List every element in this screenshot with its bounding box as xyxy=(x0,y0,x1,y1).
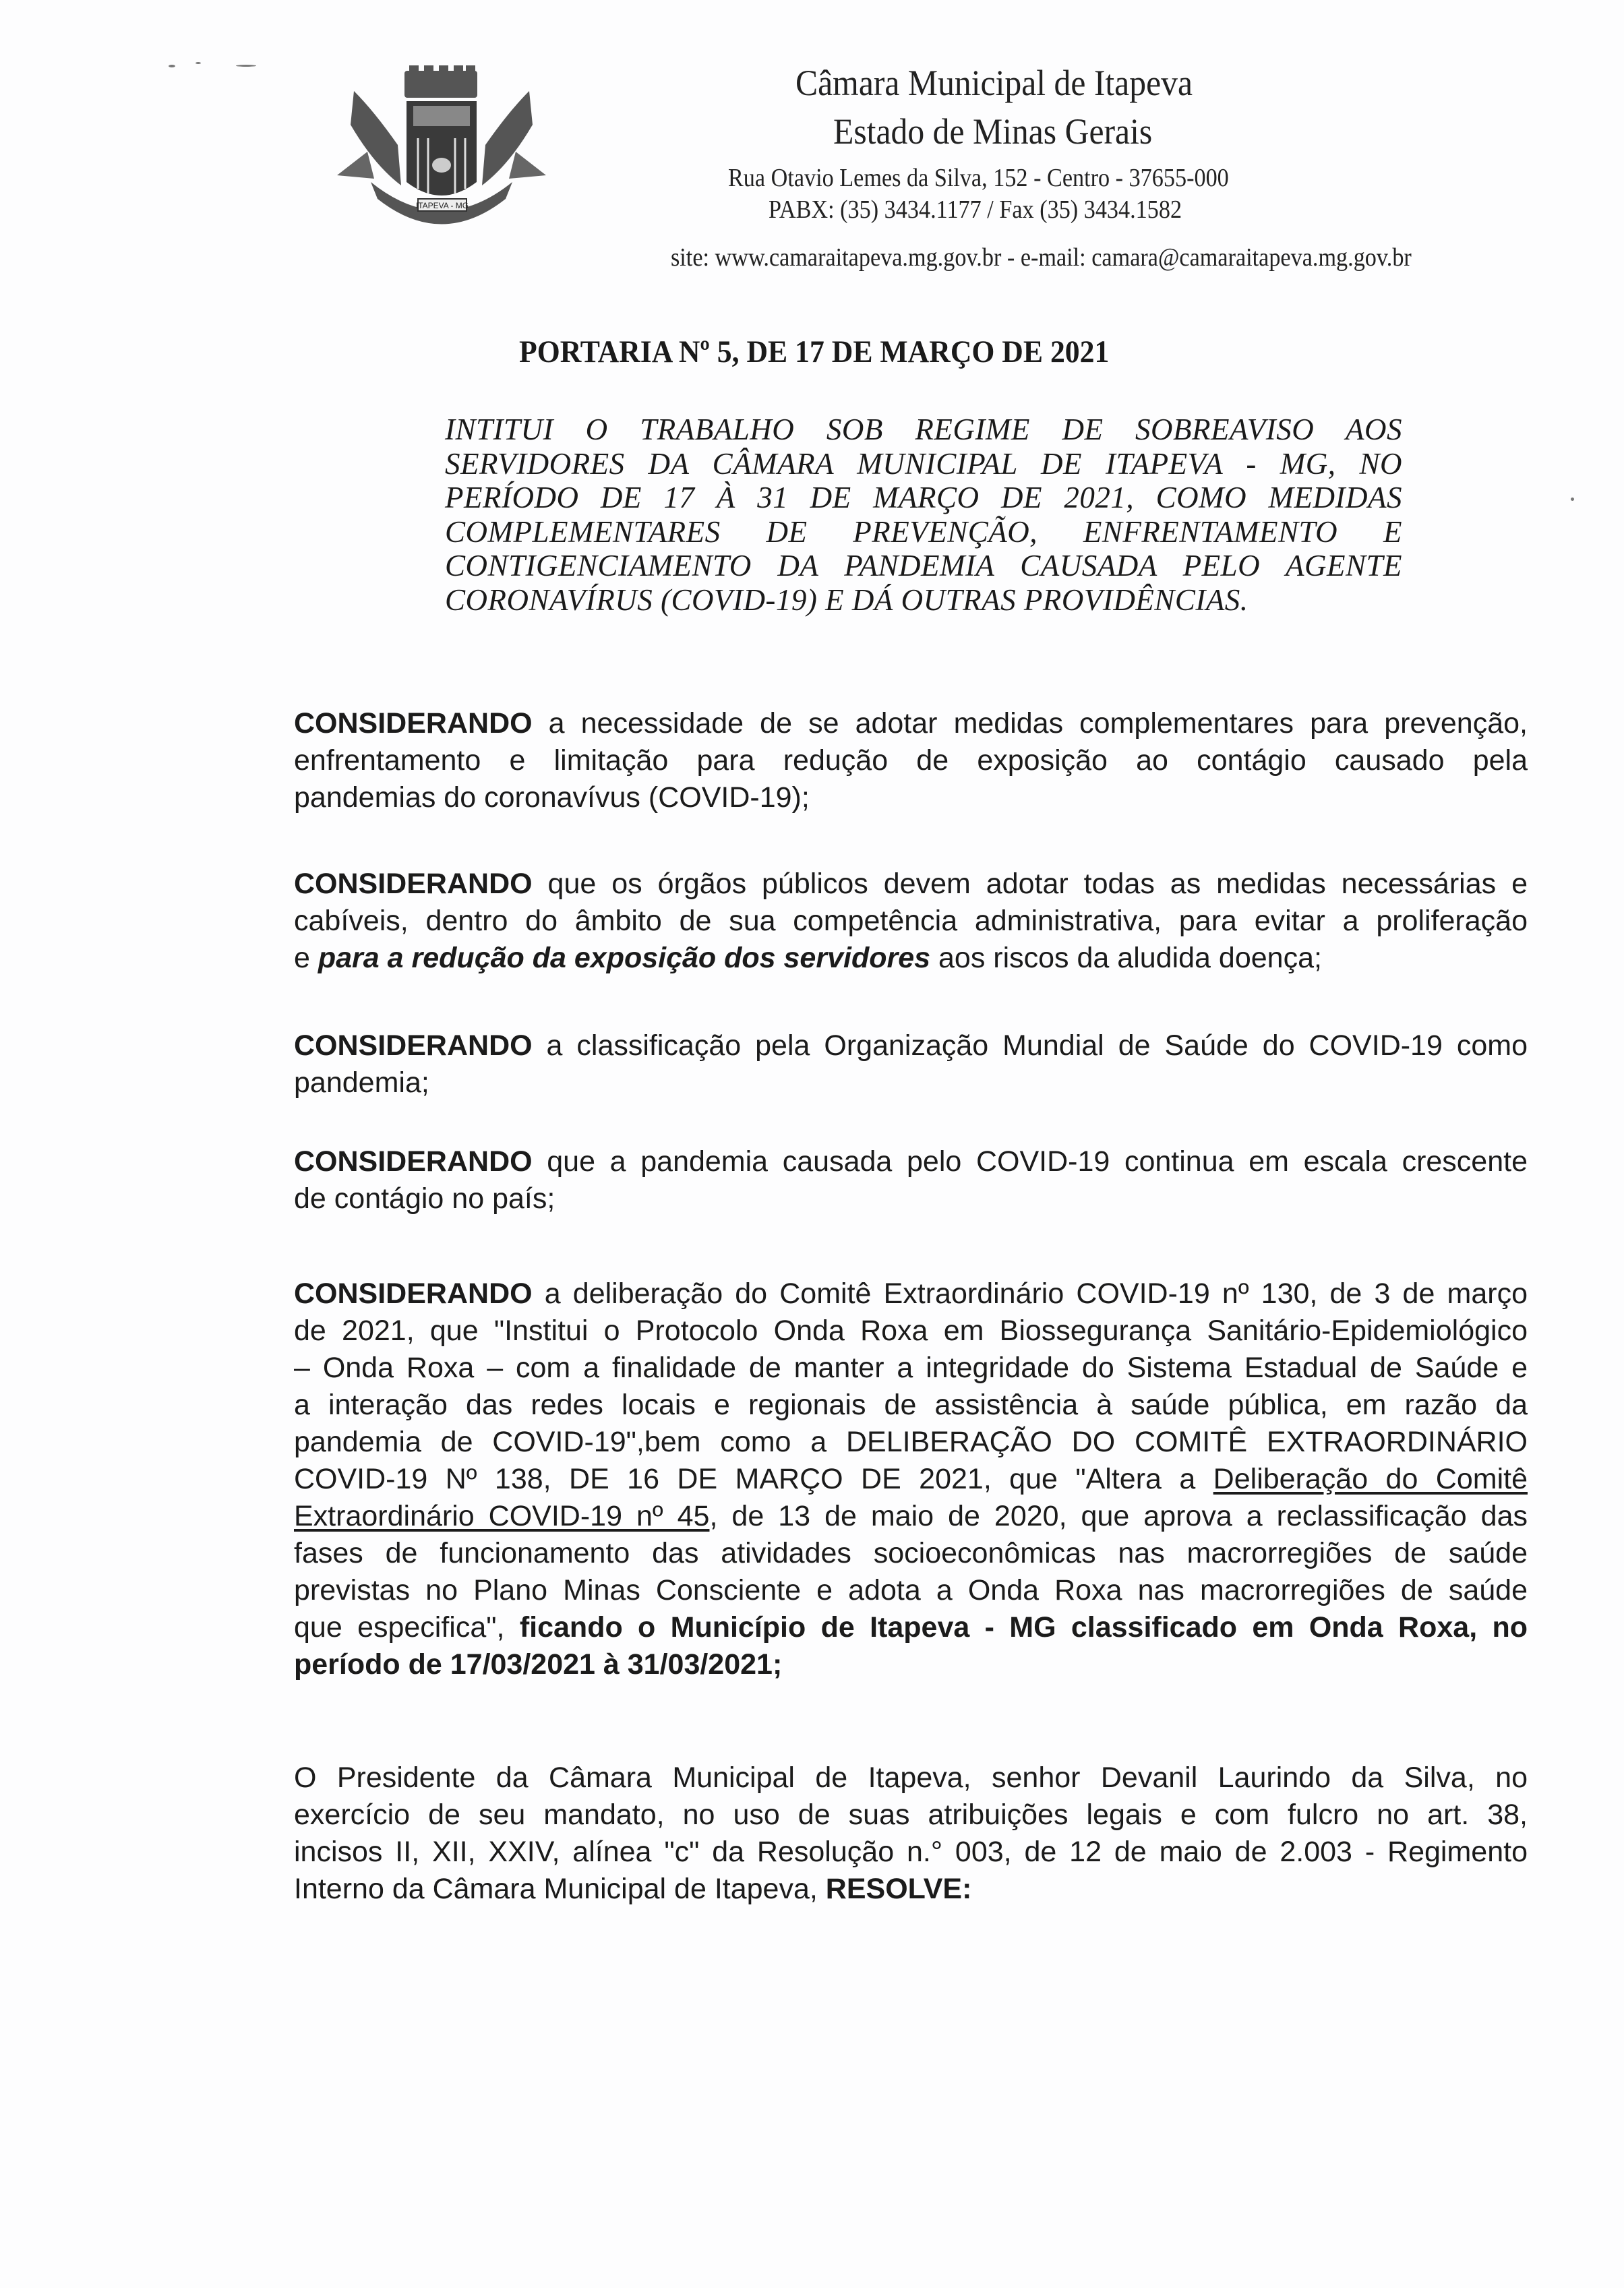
ementa-line: PERÍODO DE 17 À 31 DE MARÇO DE 2021, COMO MEDIDAS xyxy=(445,481,1402,514)
scan-speck xyxy=(236,65,256,67)
paragraph-text: aos riscos da aludida doença; xyxy=(930,942,1322,974)
site-email: site: www.camaraitapeva.mg.gov.br - e-mail: camara@camaraitapeva.mg.gov.br xyxy=(671,243,1412,272)
paragraph-text: que a pandemia causada pelo COVID-19 continua em escala crescente xyxy=(532,1145,1528,1178)
ordinance-title: PORTARIA Nº 5, DE 17 DE MARÇO DE 2021 xyxy=(519,334,1110,369)
resolution-paragraph xyxy=(294,1759,1528,1908)
paragraph-text: fases de funcionamento das atividades socioeconômicas nas macrorregiões de saúde xyxy=(294,1537,1528,1569)
address: Rua Otavio Lemes da Silva, 152 - Centro - 37655-000 xyxy=(728,164,1229,192)
considerando-paragraph-1 xyxy=(294,705,1528,816)
considerando-paragraph-3 xyxy=(294,1027,1528,1102)
ementa xyxy=(445,413,1402,617)
paragraph-text: pandemia de COVID-19",bem como a DELIBERAÇÃO DO COMITÊ EXTRAORDINÁRIO xyxy=(294,1426,1528,1458)
considerando-label: CONSIDERANDO xyxy=(294,1277,533,1310)
bold-text: período de 17/03/2021 à 31/03/2021; xyxy=(294,1648,783,1681)
paragraph-text: de contágio no país; xyxy=(294,1182,555,1215)
considerando-paragraph-2 xyxy=(294,866,1528,977)
considerando-paragraph-4 xyxy=(294,1143,1528,1217)
institution-name: Câmara Municipal de Itapeva xyxy=(795,63,1193,103)
ementa-line: CORONAVÍRUS (COVID-19) E DÁ OUTRAS PROVIDÊNCIAS. xyxy=(445,582,1249,617)
scan-speck xyxy=(1571,498,1574,501)
resolve-label: RESOLVE: xyxy=(825,1873,972,1905)
paragraph-text: que especifica", xyxy=(294,1611,520,1644)
paragraph-text: , de 13 de maio de 2020, que aprova a reclassificação das xyxy=(709,1500,1528,1532)
paragraph-text: a classificação pela Organização Mundial de Saúde do COVID-19 como xyxy=(532,1029,1528,1062)
deliberation-reference-link[interactable]: Deliberação do Comitê xyxy=(1213,1463,1528,1495)
paragraph-text: de 2021, que "Institui o Protocolo Onda Roxa em Biossegurança Sanitário-Epidemiológico xyxy=(294,1315,1528,1347)
paragraph-text: exercício de seu mandato, no uso de suas atribuições legais e com fulcro no art. 38, xyxy=(294,1799,1528,1831)
scan-speck xyxy=(169,65,175,67)
paragraph-text: COVID-19 Nº 138, DE 16 DE MARÇO DE 2021, que "Altera a xyxy=(294,1463,1213,1495)
paragraph-text: previstas no Plano Minas Consciente e adota a Onda Roxa nas macrorregiões de saúde xyxy=(294,1574,1528,1606)
paragraph-text: pandemia; xyxy=(294,1066,429,1099)
ementa-line: INTITUI O TRABALHO SOB REGIME DE SOBREAVISO AOS xyxy=(445,413,1402,446)
paragraph-text: a deliberação do Comitê Extraordinário COVID-19 nº 130, de 3 de março xyxy=(532,1277,1528,1310)
considerando-label: CONSIDERANDO xyxy=(294,1145,533,1178)
ementa-line: COMPLEMENTARES DE PREVENÇÃO, ENFRENTAMENTO E xyxy=(445,514,1402,549)
phone-fax: PABX: (35) 3434.1177 / Fax (35) 3434.1582 xyxy=(769,195,1182,224)
considerando-paragraph-5 xyxy=(294,1275,1528,1683)
paragraph-text: pandemias do coronavívus (COVID-19); xyxy=(294,781,810,814)
ementa-line: SERVIDORES DA CÂMARA MUNICIPAL DE ITAPEVA - MG, NO xyxy=(445,446,1402,481)
paragraph-text: incisos II, XII, XXIV, alínea "c" da Resolução n.° 003, de 12 de maio de 2.003 - Regimento xyxy=(294,1836,1528,1868)
state-name: Estado de Minas Gerais xyxy=(833,111,1153,152)
bold-text: ficando o Município de Itapeva - MG classificado em Onda Roxa, no xyxy=(519,1611,1528,1644)
paragraph-text: Interno da Câmara Municipal de Itapeva, xyxy=(294,1873,826,1905)
considerando-label: CONSIDERANDO xyxy=(294,1029,533,1062)
crest-label: ITAPEVA - MG xyxy=(415,201,469,210)
paragraph-text: enfrentamento e limitação para redução de exposição ao contágio causado pela xyxy=(294,744,1528,777)
considerando-label: CONSIDERANDO xyxy=(294,868,533,900)
paragraph-text: a necessidade de se adotar medidas complementares para prevenção, xyxy=(532,707,1528,740)
paragraph-text: que os órgãos públicos devem adotar todas as medidas necessárias e xyxy=(532,868,1528,900)
paragraph-text: O Presidente da Câmara Municipal de Itapeva, senhor Devanil Laurindo da Silva, no xyxy=(294,1762,1528,1794)
paragraph-text: – Onda Roxa – com a finalidade de manter a integridade do Sistema Estadual de Saúde e xyxy=(294,1352,1528,1384)
considerando-label: CONSIDERANDO xyxy=(294,707,533,740)
scan-speck xyxy=(196,62,201,64)
emphasis-text: para a redução da exposição dos servidores xyxy=(318,942,931,974)
paragraph-text: cabíveis, dentro do âmbito de sua competência administrativa, para evitar a proliferação xyxy=(294,905,1528,937)
ementa-line: CONTIGENCIAMENTO DA PANDEMIA CAUSADA PELO AGENTE xyxy=(445,549,1402,582)
paragraph-text: e xyxy=(294,942,318,974)
deliberation-reference-link[interactable]: Extraordinário COVID-19 nº 45 xyxy=(294,1500,710,1532)
paragraph-text: a interação das redes locais e regionais de assistência à saúde pública, em razão da xyxy=(294,1389,1528,1421)
municipal-crest-icon xyxy=(334,64,549,229)
